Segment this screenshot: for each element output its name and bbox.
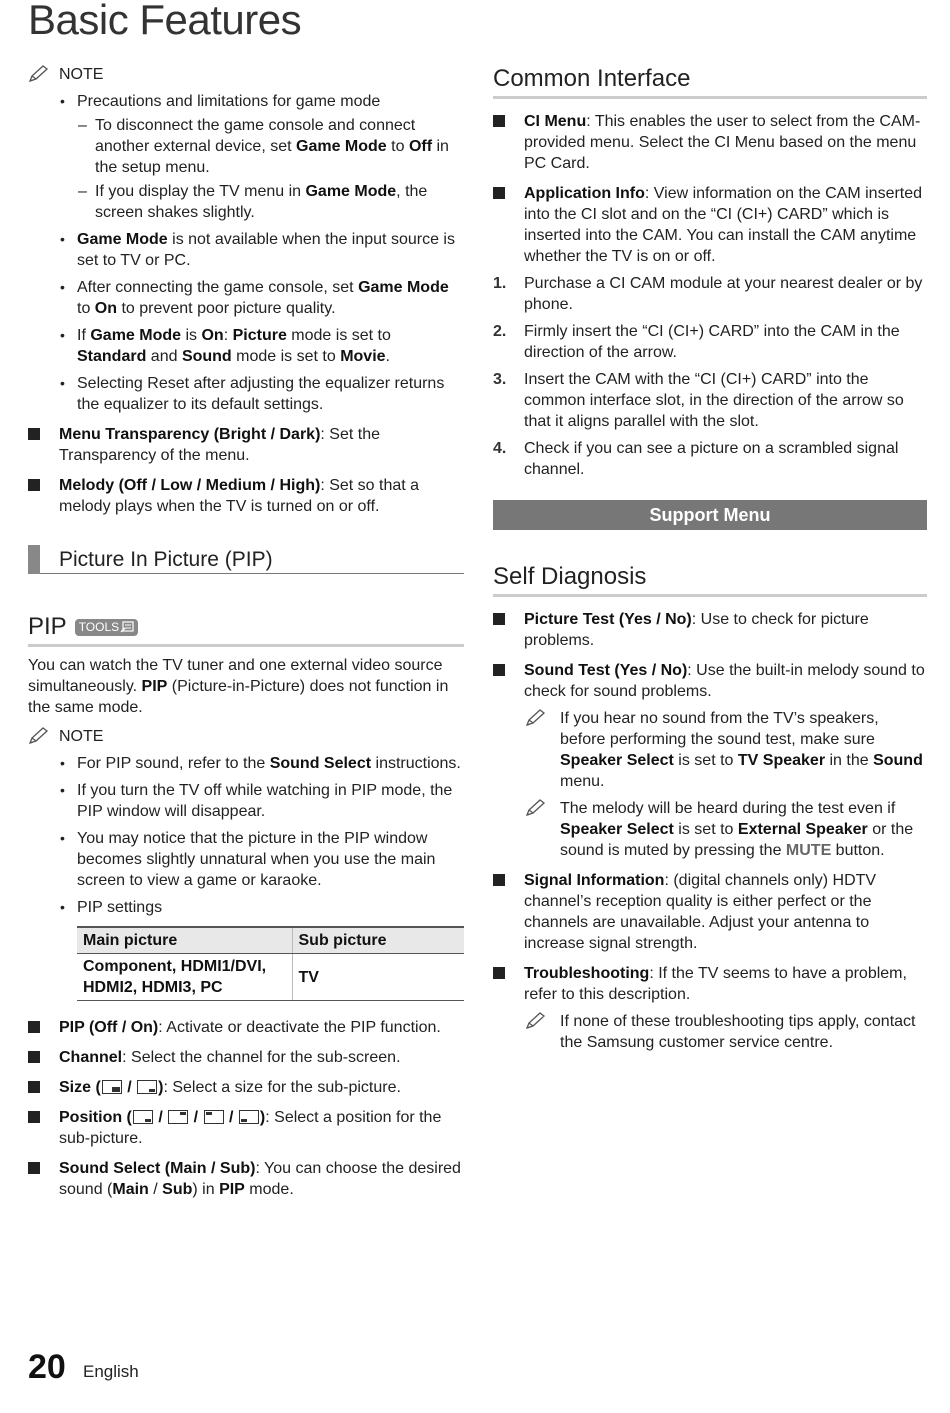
- ci-menu-item: CI Menu: This enables the user to select from the CAM-provided menu. Select the CI Menu based on the menu PC Card.: [493, 111, 927, 174]
- tools-badge: TOOLS: [75, 619, 138, 636]
- note-header: [28, 722, 464, 750]
- position-top-left-icon: [204, 1110, 224, 1124]
- pip-heading: PIP TOOLS: [28, 612, 464, 647]
- application-info-item: Application Info: View information on the CAM inserted into the CI slot and on the “CI (CI+) CARD” which is inserted into the CAM. You can install the CAM anytime whether the TV is on or off.: [493, 183, 927, 267]
- page-title: Basic Features: [28, 0, 302, 43]
- note-bullet: • If Game Mode is On: Picture mode is set to Standard and Sound mode is set to Movie.: [28, 325, 464, 367]
- page-number: 20: [28, 1348, 66, 1386]
- pip-intro: You can watch the TV tuner and one external video source simultaneously. PIP (Picture-in-Picture) does not function in the same mode.: [28, 657, 449, 716]
- pip-settings-table: [77, 926, 464, 1001]
- pip-section-header: [28, 545, 464, 574]
- position-top-right-icon: [168, 1110, 188, 1124]
- troubleshooting-item: Troubleshooting: If the TV seems to have a problem, refer to this description.: [493, 963, 927, 1005]
- note-pencil-icon: [28, 64, 50, 84]
- common-interface-heading: Common Interface: [493, 64, 927, 99]
- note-bullet: • You may notice that the picture in the PIP window becomes slightly unnatural when you use the main screen to view a game or karaoke.: [28, 828, 464, 891]
- table-cell: TV: [292, 954, 464, 1001]
- table-cell: Component, HDMI1/DVI, HDMI2, HDMI3, PC: [77, 954, 292, 1001]
- size-small-icon: [137, 1080, 157, 1094]
- note-bullet: • Selecting Reset after adjusting the equalizer returns the equalizer to its default settings.: [28, 373, 464, 415]
- melody-item: Melody (Off / Low / Medium / High): Set so that a melody plays when the TV is turned on or off.: [28, 475, 464, 517]
- note-bullet: • For PIP sound, refer to the Sound Select instructions.: [28, 753, 464, 774]
- note-bullet: • After connecting the game console, set Game Mode to On to prevent poor picture quality.: [28, 277, 464, 319]
- note-bullet: • Game Mode is not available when the input source is set to TV or PC.: [28, 229, 464, 271]
- position-item: Position ( / / / ): Select a position for the sub-picture.: [28, 1107, 464, 1149]
- sound-select-item: Sound Select (Main / Sub): You can choose the desired sound (Main / Sub) in PIP mode.: [28, 1158, 464, 1200]
- position-bottom-right-icon: [133, 1110, 153, 1124]
- note-pencil-icon: [525, 798, 547, 818]
- right-column: [493, 60, 927, 1053]
- left-column: [28, 60, 464, 1200]
- signal-information-item: Signal Information: (digital channels only) HDTV channel’s reception quality is either perfect or the channels are unavailable. Adjust your antenna to increase signal strength.: [493, 870, 927, 954]
- note-bullet: • PIP settings: [28, 897, 464, 918]
- menu-transparency-item: Menu Transparency (Bright / Dark): Set the Transparency of the menu.: [28, 424, 464, 466]
- support-menu-bar: Support Menu: [493, 500, 927, 530]
- step-item: 1. Purchase a CI CAM module at your nearest dealer or by phone.: [493, 275, 923, 313]
- note-dash-item: – If you display the TV menu in Game Mode, the screen shakes slightly.: [28, 181, 464, 223]
- pip-on-off-item: PIP (Off / On): Activate or deactivate the PIP function.: [28, 1017, 464, 1038]
- table-header: Sub picture: [292, 927, 464, 954]
- troubleshooting-note: If none of these troubleshooting tips apply, contact the Samsung customer service centre.: [493, 1011, 927, 1053]
- table-header: Main picture: [77, 927, 292, 954]
- size-item: Size ( / ): Select a size for the sub-picture.: [28, 1077, 464, 1098]
- note-dash-item: – To disconnect the game console and connect another external device, set Game Mode to Off in the setup menu.: [28, 115, 464, 178]
- table-row: [77, 954, 464, 1001]
- self-diagnosis-heading: Self Diagnosis: [493, 562, 927, 597]
- page-language: English: [83, 1362, 139, 1381]
- size-large-icon: [102, 1080, 122, 1094]
- position-bottom-left-icon: [239, 1110, 259, 1124]
- tools-icon: [120, 621, 134, 633]
- note-pencil-icon: [525, 708, 547, 728]
- note-bullet: • If you turn the TV off while watching in PIP mode, the PIP window will disappear.: [28, 780, 464, 822]
- note-bullet: • Precautions and limitations for game mode: [28, 91, 464, 112]
- pip-section-title: Picture In Picture (PIP): [59, 547, 273, 571]
- section-bar-marker: [28, 545, 40, 574]
- step-item: 2. Firmly insert the “CI (CI+) CARD” into the CAM in the direction of the arrow.: [493, 323, 900, 361]
- note-pencil-icon: [28, 726, 50, 746]
- note-header: [28, 60, 464, 88]
- sound-test-item: Sound Test (Yes / No): Use the built-in melody sound to check for sound problems.: [493, 660, 927, 702]
- note-label: NOTE: [59, 727, 104, 745]
- table-header-row: [77, 927, 464, 954]
- step-item: 4. Check if you can see a picture on a scrambled signal channel.: [493, 440, 899, 478]
- step-item: 3. Insert the CAM with the “CI (CI+) CARD” into the common interface slot, in the direction of the arrow so that it aligns parallel with the slot.: [493, 371, 904, 430]
- sound-note: If you hear no sound from the TV’s speakers, before performing the sound test, make sure Speaker Select is set to TV Speaker in the Sound menu.: [493, 708, 927, 792]
- channel-item: Channel: Select the channel for the sub-screen.: [28, 1047, 464, 1068]
- note-pencil-icon: [525, 1011, 547, 1031]
- picture-test-item: Picture Test (Yes / No): Use to check for picture problems.: [493, 609, 927, 651]
- sound-note: The melody will be heard during the test even if Speaker Select is set to External Speaker or the sound is muted by pressing the MUTE button.: [493, 798, 927, 861]
- note-label: NOTE: [59, 65, 104, 83]
